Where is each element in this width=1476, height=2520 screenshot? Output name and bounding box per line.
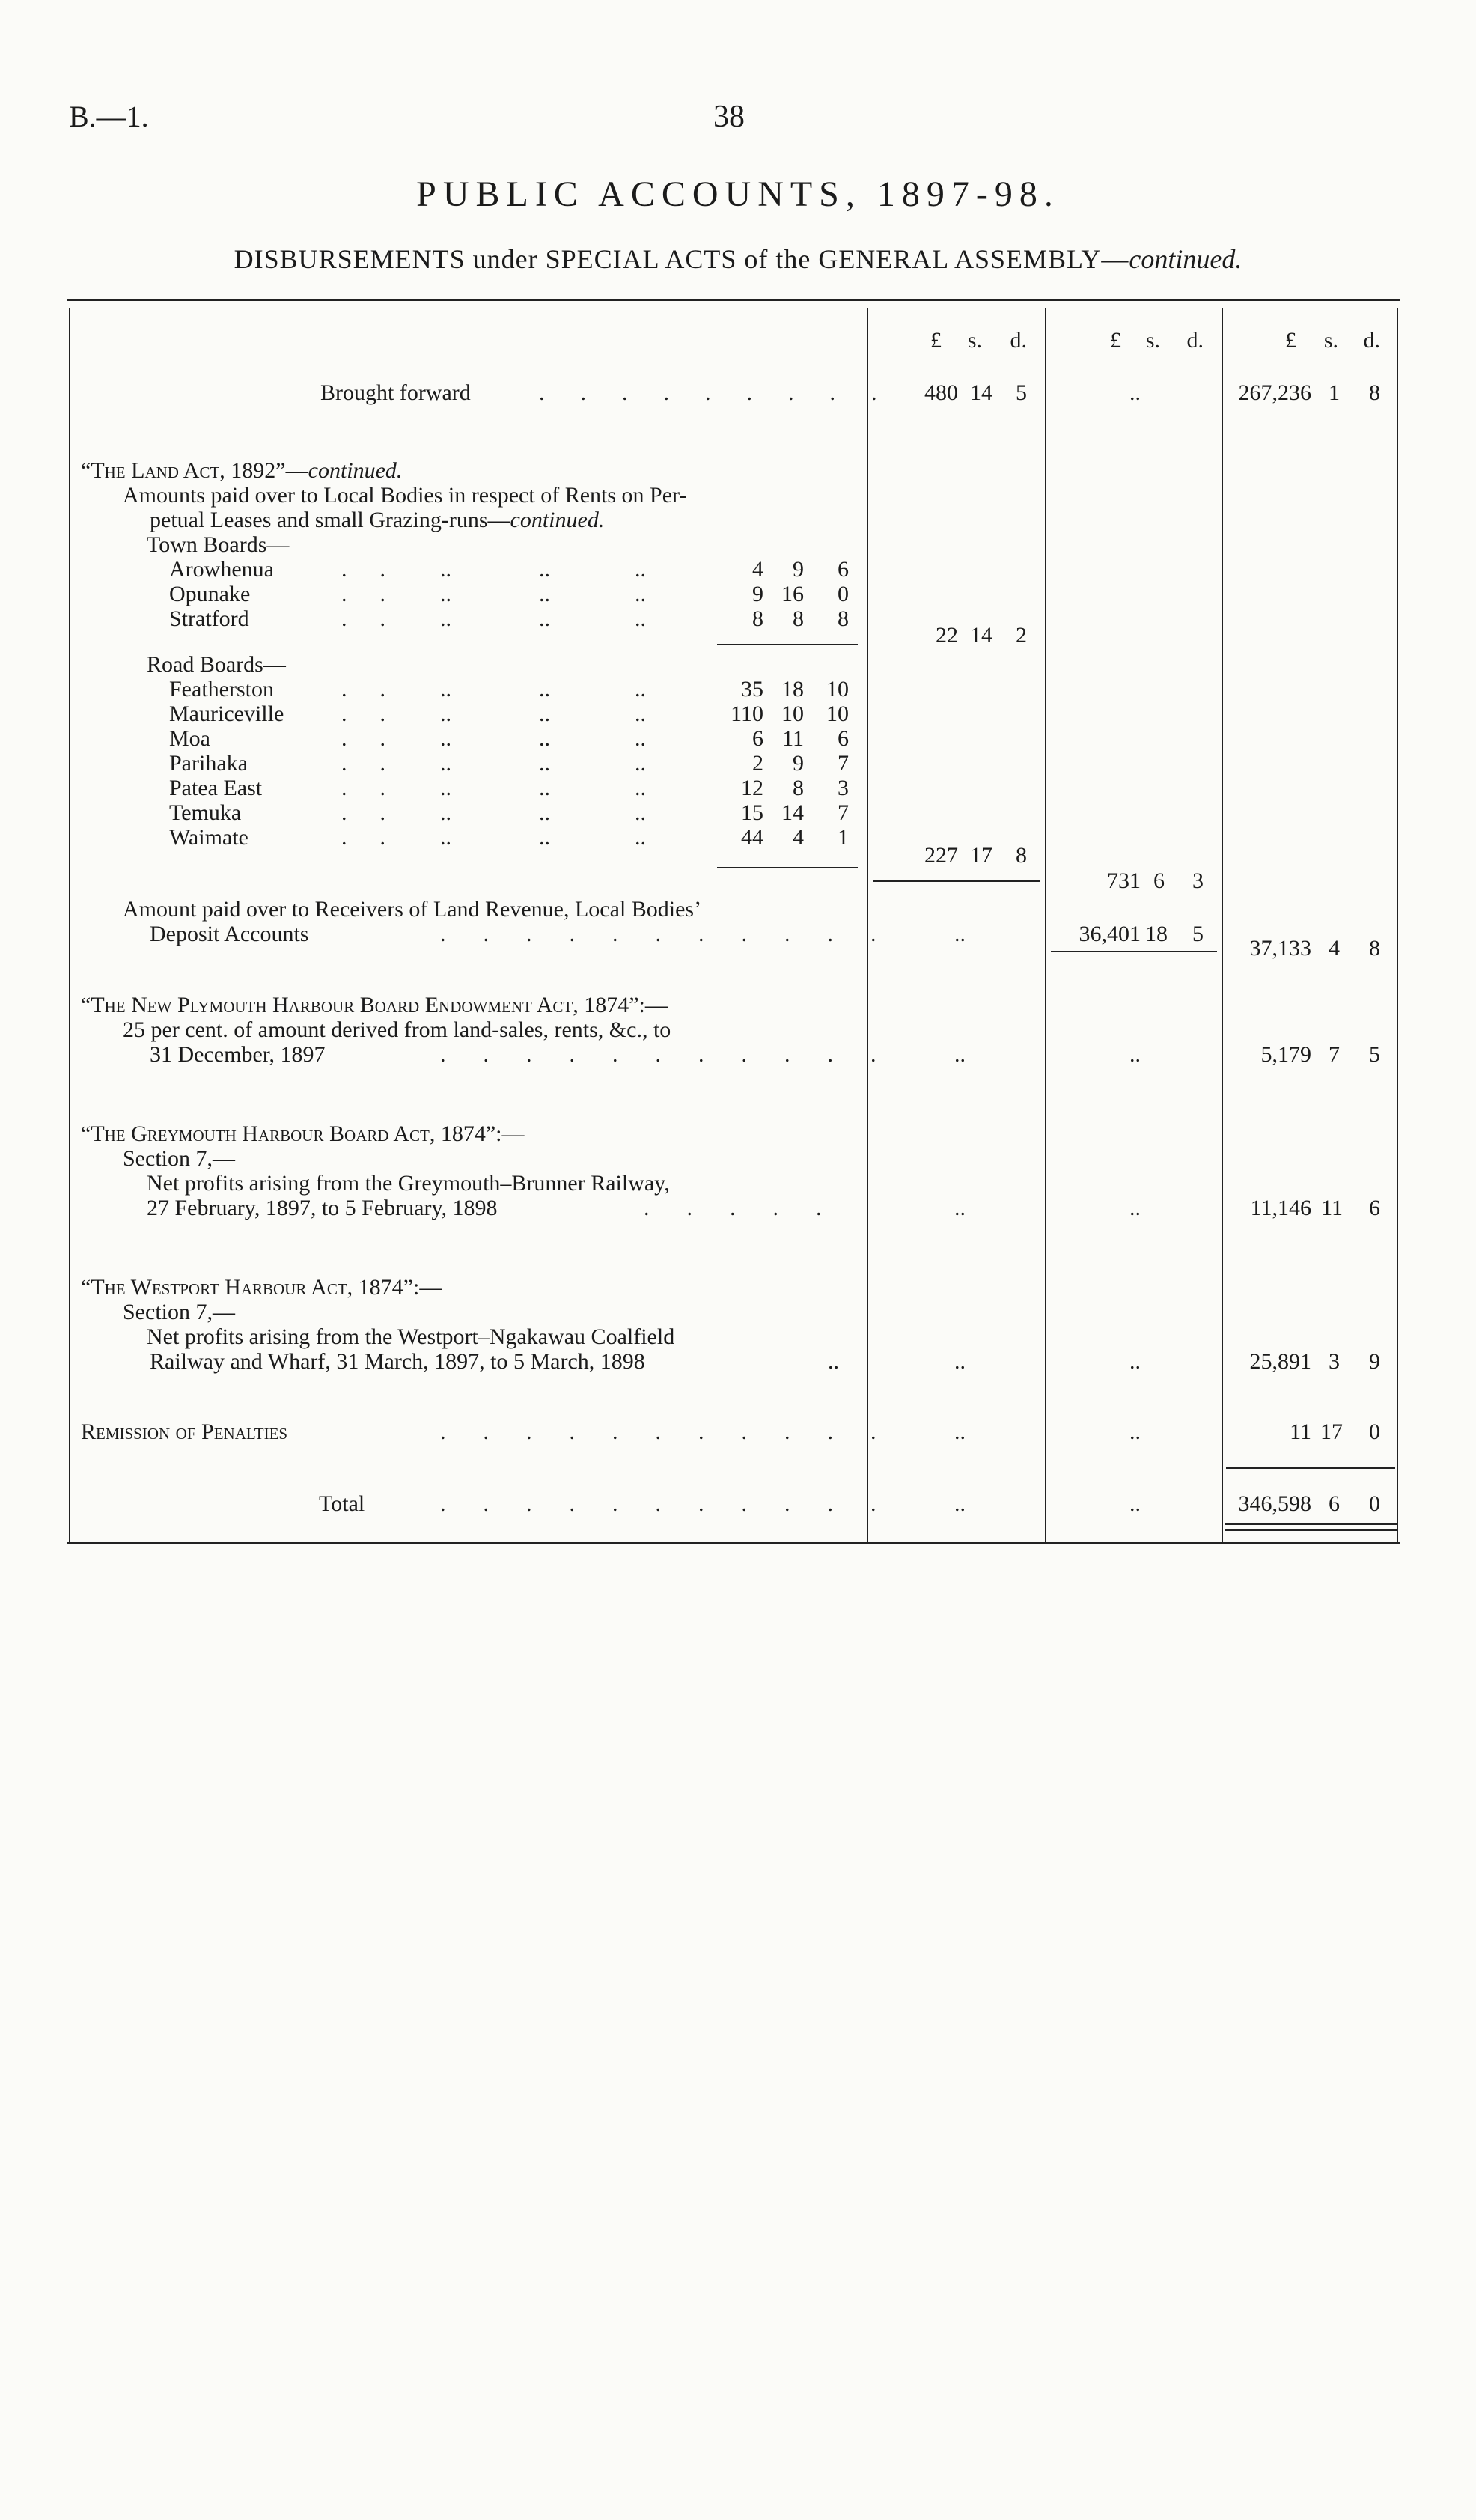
leader-dots: .. bbox=[341, 606, 418, 631]
leader-dots: .. bbox=[635, 606, 646, 631]
cell-pounds: 8 bbox=[752, 606, 763, 631]
brought-forward-label: Brought forward bbox=[320, 380, 471, 405]
leader-dots: .. bbox=[635, 557, 646, 582]
westport-line1: Net profits arising from the Westport–Ngakawau Coalfield bbox=[147, 1324, 675, 1349]
cell-shillings: 17 bbox=[970, 843, 992, 868]
table-left-border bbox=[69, 308, 70, 1544]
receivers-line2: Deposit Accounts bbox=[150, 922, 309, 946]
cell-pence: 5 bbox=[1192, 922, 1204, 946]
subtitle-continued: continued. bbox=[1129, 244, 1242, 274]
col3-shillings-header: s. bbox=[1323, 328, 1338, 353]
road-subtotal-rule bbox=[717, 867, 858, 868]
leader-dots: .. bbox=[341, 582, 418, 606]
cell-shillings: 4 bbox=[1329, 936, 1340, 961]
cell-pounds: 15 bbox=[741, 800, 763, 825]
receivers-line1: Amount paid over to Receivers of Land Revenue, Local Bodies’ bbox=[123, 897, 702, 922]
cell-pounds: 44 bbox=[741, 825, 763, 850]
leader-dots: .. bbox=[828, 1349, 839, 1374]
new-plymouth-line2: 31 December, 1897 bbox=[150, 1042, 326, 1067]
cell-pounds: 22 bbox=[936, 623, 958, 648]
cell-pounds: 11 bbox=[1290, 1419, 1311, 1444]
leader-dots: ........... bbox=[440, 922, 914, 946]
cell-shillings: 14 bbox=[781, 800, 804, 825]
col2-pence-header: d. bbox=[1186, 328, 1204, 353]
subtitle-main: DISBURSEMENTS under SPECIAL ACTS of the GENERAL ASSEMBLY— bbox=[234, 244, 1129, 274]
greymouth-heading: “The Greymouth Harbour Board Act, 1874”:— bbox=[81, 1121, 525, 1146]
col2-subtotal-rule bbox=[1051, 951, 1217, 952]
cell-shillings: 3 bbox=[1329, 1349, 1340, 1374]
cell-pounds: 480 bbox=[924, 380, 958, 405]
land-act-desc-line1: Amounts paid over to Local Bodies in respect of Rents on Per- bbox=[123, 483, 687, 508]
cell-pounds: 2 bbox=[752, 751, 763, 776]
leader-dots: .. bbox=[440, 677, 451, 701]
board-name: Arowhenua bbox=[169, 557, 274, 582]
leader-dots: .. bbox=[440, 825, 451, 850]
leader-dots: .. bbox=[635, 726, 646, 751]
leader-dots: .. bbox=[635, 751, 646, 776]
land-act-heading-text: “The Land Act, 1892”— bbox=[81, 458, 308, 483]
leader-dots: .. bbox=[440, 726, 451, 751]
cell-pence: 0 bbox=[1369, 1491, 1380, 1516]
cell-shillings: 4 bbox=[793, 825, 804, 850]
cell-pounds: 6 bbox=[752, 726, 763, 751]
cell-pounds: 25,891 bbox=[1249, 1349, 1311, 1374]
leader-dots: .. bbox=[539, 582, 550, 606]
table-right-border bbox=[1397, 308, 1398, 1544]
board-name: Waimate bbox=[169, 825, 248, 850]
cell-empty-marker: .. bbox=[1129, 1491, 1141, 1516]
column-divider-3 bbox=[1222, 308, 1223, 1544]
leader-dots: .. bbox=[635, 825, 646, 850]
leader-dots: .. bbox=[539, 677, 550, 701]
board-name: Stratford bbox=[169, 606, 249, 631]
cell-shillings: 11 bbox=[782, 726, 804, 751]
cell-shillings: 16 bbox=[781, 582, 804, 606]
board-name: Temuka bbox=[169, 800, 242, 825]
greymouth-line2: 27 February, 1897, to 5 February, 1898 bbox=[147, 1196, 498, 1220]
leader-dots: .. bbox=[341, 677, 418, 701]
cell-pence: 7 bbox=[838, 800, 849, 825]
cell-pence: 5 bbox=[1016, 380, 1027, 405]
leader-dots: .. bbox=[440, 701, 451, 726]
leader-dots: .. bbox=[539, 726, 550, 751]
cell-pence: 10 bbox=[826, 701, 849, 726]
cell-shillings: 18 bbox=[781, 677, 804, 701]
cell-shillings: 9 bbox=[793, 751, 804, 776]
total-label: Total bbox=[319, 1491, 365, 1516]
leader-dots: .. bbox=[440, 751, 451, 776]
leader-dots: ..... bbox=[644, 1196, 859, 1220]
town-boards-label: Town Boards— bbox=[147, 532, 290, 557]
leader-dots: .. bbox=[440, 800, 451, 825]
cell-shillings: 1 bbox=[1329, 380, 1340, 405]
cell-pounds: 5,179 bbox=[1260, 1042, 1311, 1067]
road-boards-label: Road Boards— bbox=[147, 652, 286, 677]
col1-pounds-header: £ bbox=[930, 328, 942, 353]
leader-dots: .. bbox=[440, 582, 451, 606]
cell-pounds: 4 bbox=[752, 557, 763, 582]
new-plymouth-heading: “The New Plymouth Harbour Board Endowment Act, 1874”:— bbox=[81, 993, 668, 1017]
cell-pence: 6 bbox=[838, 557, 849, 582]
cell-pence: 8 bbox=[1369, 380, 1380, 405]
westport-line2: Railway and Wharf, 31 March, 1897, to 5 March, 1898 bbox=[150, 1349, 645, 1374]
leader-dots: .. bbox=[341, 701, 418, 726]
cell-shillings: 14 bbox=[970, 380, 992, 405]
page-subtitle bbox=[0, 243, 1476, 275]
col3-pence-header: d. bbox=[1363, 328, 1380, 353]
leader-dots: ........... bbox=[440, 1042, 914, 1067]
total-top-rule bbox=[1226, 1467, 1395, 1469]
leader-dots: .. bbox=[539, 751, 550, 776]
leader-dots: .. bbox=[341, 726, 418, 751]
cell-pence: 0 bbox=[1369, 1419, 1380, 1444]
leader-dots: .. bbox=[635, 677, 646, 701]
leader-dots: ........... bbox=[440, 1491, 914, 1516]
remission-label: Remission of Penalties bbox=[81, 1419, 288, 1444]
document-reference: B.—1. bbox=[69, 100, 149, 133]
cell-pence: 8 bbox=[838, 606, 849, 631]
cell-empty-marker: .. bbox=[1129, 1042, 1141, 1067]
total-double-rule-b bbox=[1225, 1529, 1397, 1531]
westport-heading: “The Westport Harbour Act, 1874”:— bbox=[81, 1275, 442, 1300]
leader-dots: .. bbox=[440, 557, 451, 582]
leader-dots: .. bbox=[341, 800, 418, 825]
column-divider-2 bbox=[1045, 308, 1046, 1544]
leader-dots: .. bbox=[635, 800, 646, 825]
cell-empty-marker: .. bbox=[1129, 1196, 1141, 1220]
cell-shillings: 18 bbox=[1145, 922, 1168, 946]
cell-shillings: 6 bbox=[1329, 1491, 1340, 1516]
table-bottom-rule bbox=[67, 1542, 1400, 1544]
land-act-heading bbox=[81, 458, 402, 484]
col3-pounds-header: £ bbox=[1285, 328, 1296, 353]
leader-dots: .. bbox=[635, 582, 646, 606]
cell-empty-marker: .. bbox=[1129, 1349, 1141, 1374]
col2-pounds-header: £ bbox=[1110, 328, 1121, 353]
leader-dots: .. bbox=[635, 701, 646, 726]
leader-dots: .. bbox=[539, 825, 550, 850]
cell-pounds: 731 bbox=[1107, 868, 1141, 893]
cell-empty-marker: .. bbox=[1129, 1419, 1141, 1444]
cell-empty-marker: .. bbox=[954, 1419, 966, 1444]
leader-dots: .. bbox=[440, 776, 451, 800]
leader-dots: .. bbox=[341, 776, 418, 800]
col1-pence-header: d. bbox=[1010, 328, 1027, 353]
table-top-rule bbox=[67, 299, 1400, 301]
col1-subtotal-rule bbox=[873, 880, 1040, 882]
land-act-desc2-text: petual Leases and small Grazing-runs— bbox=[150, 508, 510, 532]
cell-pence: 1 bbox=[838, 825, 849, 850]
leader-dots: .. bbox=[539, 776, 550, 800]
board-name: Moa bbox=[169, 726, 210, 751]
cell-pence: 6 bbox=[838, 726, 849, 751]
cell-pounds: 9 bbox=[752, 582, 763, 606]
board-name: Featherston bbox=[169, 677, 274, 701]
board-name: Patea East bbox=[169, 776, 263, 800]
leader-dots: .. bbox=[341, 557, 418, 582]
cell-pounds: 110 bbox=[731, 701, 763, 726]
land-act-continued: continued. bbox=[308, 458, 403, 483]
cell-shillings: 6 bbox=[1153, 868, 1165, 893]
cell-shillings: 8 bbox=[793, 606, 804, 631]
cell-shillings: 10 bbox=[781, 701, 804, 726]
cell-empty-marker: .. bbox=[1129, 380, 1141, 405]
cell-pence: 6 bbox=[1369, 1196, 1380, 1220]
cell-pounds: 12 bbox=[741, 776, 763, 800]
board-name: Mauriceville bbox=[169, 701, 284, 726]
cell-pounds: 346,598 bbox=[1238, 1491, 1311, 1516]
cell-pence: 3 bbox=[838, 776, 849, 800]
cell-pence: 2 bbox=[1016, 623, 1027, 648]
cell-empty-marker: .. bbox=[954, 1491, 966, 1516]
cell-empty-marker: .. bbox=[954, 1042, 966, 1067]
cell-empty-marker: .. bbox=[954, 1349, 966, 1374]
cell-shillings: 8 bbox=[793, 776, 804, 800]
cell-pounds: 267,236 bbox=[1238, 380, 1311, 405]
leader-dots: ......... bbox=[539, 380, 913, 405]
cell-pence: 8 bbox=[1016, 843, 1027, 868]
cell-pence: 5 bbox=[1369, 1042, 1380, 1067]
cell-shillings: 17 bbox=[1320, 1419, 1343, 1444]
leader-dots: .. bbox=[539, 606, 550, 631]
land-act-desc-line2 bbox=[150, 508, 604, 533]
cell-shillings: 14 bbox=[970, 623, 992, 648]
new-plymouth-line1: 25 per cent. of amount derived from land-sales, rents, &c., to bbox=[123, 1017, 671, 1042]
cell-pence: 7 bbox=[838, 751, 849, 776]
westport-section-label: Section 7,— bbox=[123, 1300, 235, 1324]
cell-empty-marker: .. bbox=[954, 1196, 966, 1220]
leader-dots: .. bbox=[341, 751, 418, 776]
cell-pounds: 35 bbox=[741, 677, 763, 701]
cell-pence: 9 bbox=[1369, 1349, 1380, 1374]
leader-dots: .. bbox=[539, 557, 550, 582]
land-act-desc2-continued: continued. bbox=[510, 508, 605, 532]
board-name: Parihaka bbox=[169, 751, 248, 776]
greymouth-line1: Net profits arising from the Greymouth–Brunner Railway, bbox=[147, 1171, 670, 1196]
leader-dots: .. bbox=[341, 825, 418, 850]
cell-pounds: 227 bbox=[924, 843, 958, 868]
town-subtotal-rule bbox=[717, 644, 858, 645]
col1-shillings-header: s. bbox=[967, 328, 982, 353]
cell-shillings: 11 bbox=[1321, 1196, 1343, 1220]
col2-shillings-header: s. bbox=[1145, 328, 1160, 353]
cell-pence: 3 bbox=[1192, 868, 1204, 893]
leader-dots: .. bbox=[539, 800, 550, 825]
cell-shillings: 7 bbox=[1329, 1042, 1340, 1067]
greymouth-section-label: Section 7,— bbox=[123, 1146, 235, 1171]
cell-shillings: 9 bbox=[793, 557, 804, 582]
cell-pence: 0 bbox=[838, 582, 849, 606]
cell-pounds: 36,401 bbox=[1079, 922, 1141, 946]
board-name: Opunake bbox=[169, 582, 251, 606]
cell-pounds: 11,146 bbox=[1250, 1196, 1311, 1220]
cell-pounds: 37,133 bbox=[1249, 936, 1311, 961]
cell-pence: 10 bbox=[826, 677, 849, 701]
total-double-rule-a bbox=[1225, 1523, 1397, 1525]
leader-dots: .. bbox=[440, 606, 451, 631]
cell-empty-marker: .. bbox=[954, 922, 966, 946]
leader-dots: .. bbox=[635, 776, 646, 800]
page-title: PUBLIC ACCOUNTS, 1897-98. bbox=[416, 174, 1060, 214]
leader-dots: ........... bbox=[440, 1419, 914, 1444]
leader-dots: .. bbox=[539, 701, 550, 726]
page-number: 38 bbox=[713, 100, 745, 134]
cell-pence: 8 bbox=[1369, 936, 1380, 961]
